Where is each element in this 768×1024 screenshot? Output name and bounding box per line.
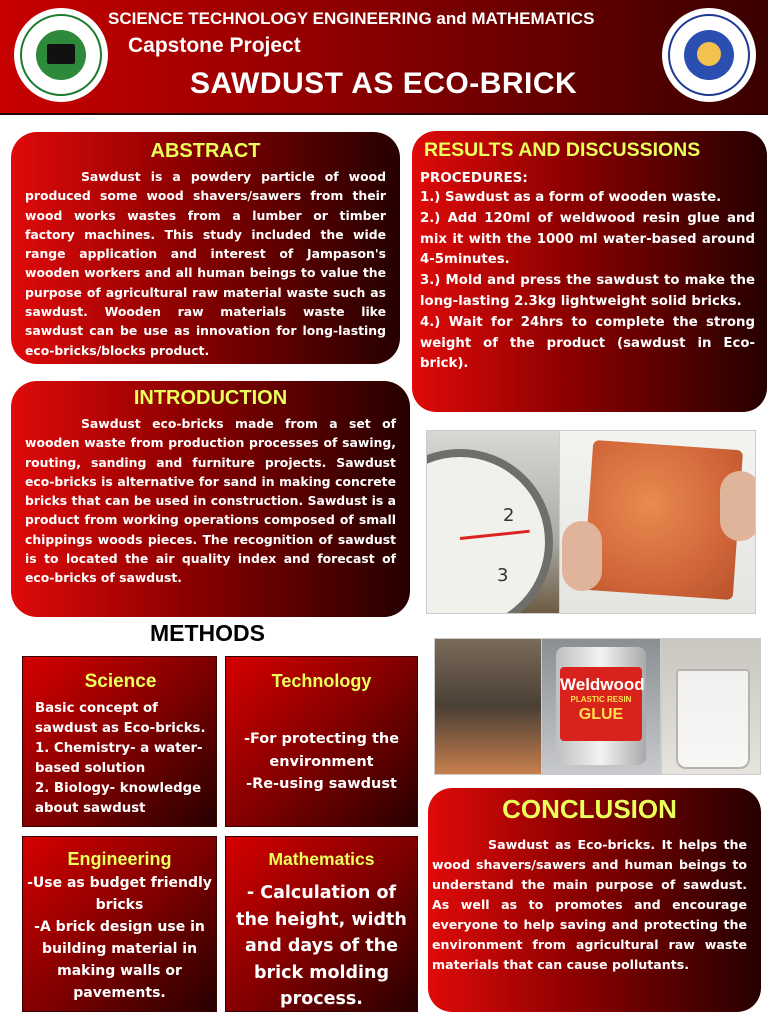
technology-box [225,656,418,827]
abstract-text: Sawdust is a powdery particle of wood produced some wood shavers/sawers from their wood works wastes from a lumber or timber factory machines. This study included the wide range application and interest of Jampason's wooden workers and all human beings to value the purpose of agricultural raw material waste such as sawdust. Wooden raw materials waste like sawdust can be use as innovation for long-lasting eco-bricks/blocks product. [25,169,386,358]
introduction-panel [11,381,410,617]
mathematics-box [225,836,418,1012]
glue-brand: Weldwood [560,675,645,694]
science-line: Basic concept of sawdust as Eco-bricks. [35,701,206,736]
introduction-heading: INTRODUCTION [133,387,288,409]
poster-title: SAWDUST AS ECO-BRICK [190,67,578,100]
procedure-step: 2.) Add 120ml of weldwood resin glue and mix it with the 1000 ml water-based around 4-5minutes. [420,210,755,268]
deped-seal-icon [662,8,756,102]
conclusion-heading: CONCLUSION [502,794,677,824]
procedure-step: 4.) Wait for 24hrs to complete the strong weight of the product (sawdust in Eco-brick). [420,314,755,372]
sawdust-brick-photo [559,430,756,614]
glue-type: PLASTIC RESIN [570,695,632,704]
engineering-line: -Use as budget friendly bricks [27,875,212,913]
weighing-scale-photo [426,430,560,614]
mathematics-line: - Calculation of the height, width and days of the brick molding process. [236,883,407,1009]
science-heading: Science [84,671,157,692]
header-top-line: SCIENCE TECHNOLOGY ENGINEERING and MATHEMATICS [108,9,595,28]
procedure-step: 3.) Mold and press the sawdust to make the long-lasting 2.3kg lightweight solid bricks. [420,273,755,309]
engineering-box [22,836,217,1012]
procedures-label: PROCEDURES: [420,170,528,186]
engineering-heading: Engineering [67,849,172,869]
results-panel [412,131,767,412]
technology-heading: Technology [271,671,372,691]
results-heading: RESULTS AND DISCUSSIONS [424,139,701,161]
conclusion-panel [428,788,761,1012]
science-line: 2. Biology- knowledge about sawdust [35,781,202,816]
measuring-cup-photo [661,638,761,775]
science-box [22,656,217,827]
technology-line: -Re-using sawdust [246,776,397,792]
engineering-line: -A brick design use in building material in making walls or pavements. [34,919,205,1001]
abstract-heading: ABSTRACT [150,140,261,162]
mathematics-heading: Mathematics [268,849,375,869]
conclusion-text: Sawdust as Eco-bricks. It helps the wood shavers/sawers and human beings to understand the main purpose of sawdust. As well as to promotes and encourage everyone to help saving and protecting the environment from agricultural raw waste materials that can cause pollutants. [432,837,747,972]
header-subtitle: Capstone Project [128,34,301,57]
introduction-text: Sawdust eco-bricks made from a set of wooden waste from production processes of sawing, routing, sanding and furniture projects. Sawdust eco-bricks is alternative for sand in making concrete bricks that can be used in construction. Sawdust is a product from working operations composed of small chippings woods pieces. The recognition of sawdust is to located the air quality index and forecast of eco-bricks of sawdust. [25,416,396,586]
glue-word: GLUE [578,706,624,723]
science-line: 1. Chemistry- a water-based solution [35,741,203,776]
school-seal-icon [14,8,108,102]
technology-line: -For protecting the environment [243,731,400,770]
sawmill-photo [434,638,542,775]
weldwood-glue-photo [541,638,661,775]
scale-number: 2 [503,505,515,526]
abstract-panel [11,132,400,364]
procedure-step: 1.) Sawdust as a form of wooden waste. [420,190,722,205]
scale-number: 3 [497,565,509,586]
poster-header [0,0,768,115]
methods-heading: METHODS [150,620,265,646]
